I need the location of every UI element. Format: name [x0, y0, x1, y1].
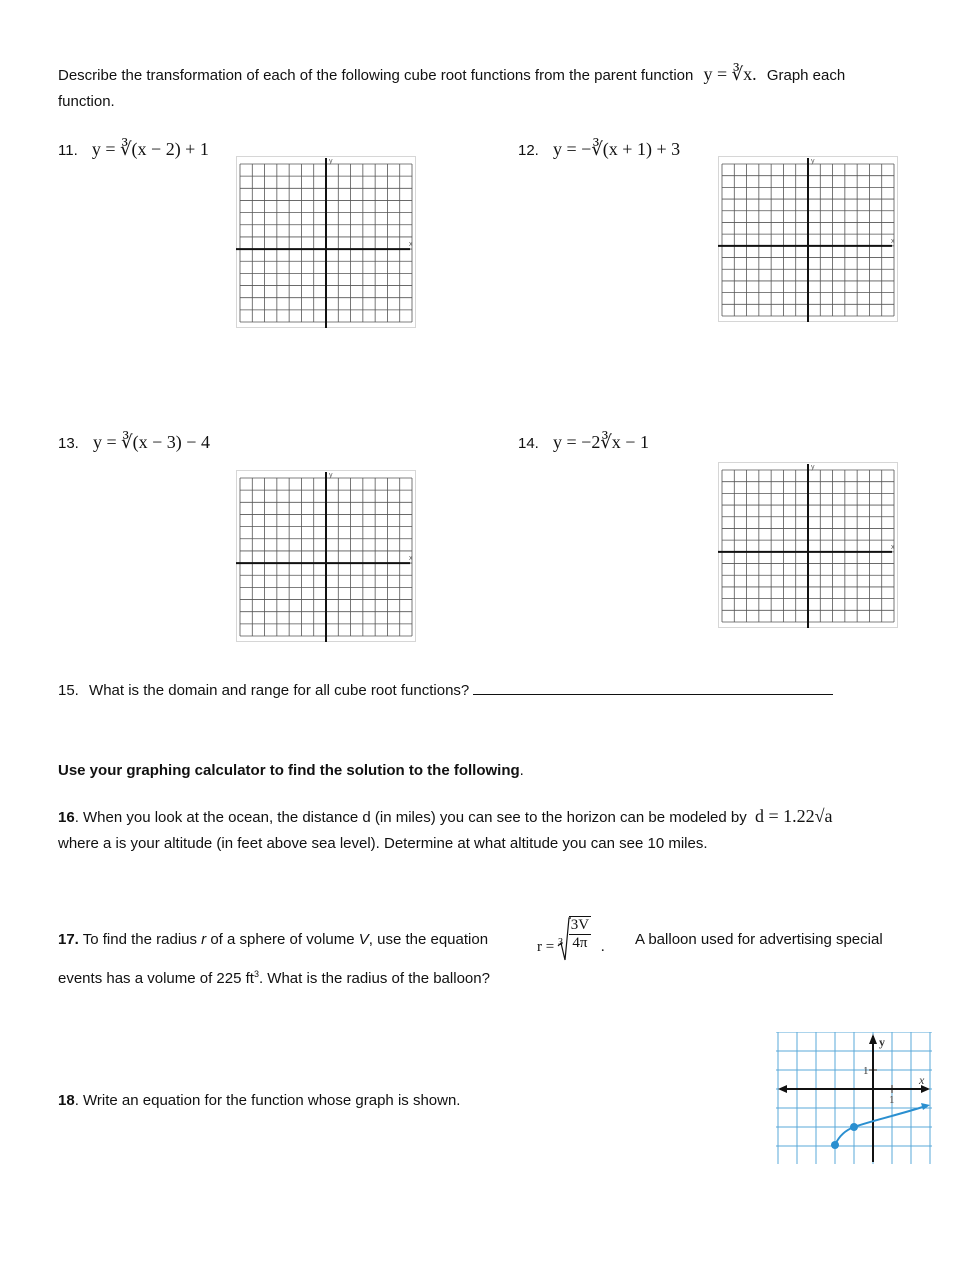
q18-curve-arrow [921, 1103, 930, 1110]
calculator-heading-text: Use your graphing calculator to find the solution to the following [58, 762, 520, 779]
x-axis-label: x [409, 241, 413, 249]
q18-curve [835, 1106, 926, 1145]
q18-y-one: 1 [863, 1065, 869, 1077]
q15-text: What is the domain and range for all cube root functions? [89, 682, 470, 699]
x-axis-label: x [409, 555, 413, 563]
q18-number: 18 [58, 1092, 75, 1109]
q18-point-second [850, 1123, 858, 1131]
q17-formula-lhs: r = [537, 939, 555, 956]
q17-formula-end: . [600, 939, 605, 956]
q18-gridlines [776, 1032, 932, 1164]
parent-function: y = ∛x. [703, 64, 757, 84]
problem-12-equation: y = −∛(x + 1) + 3 [553, 139, 681, 159]
y-axis-label: y [811, 158, 815, 165]
problem-14-equation: y = −2∛x − 1 [553, 432, 649, 452]
question-15 [58, 680, 833, 699]
calculator-heading [58, 762, 524, 779]
coordinate-grid-13[interactable] [236, 470, 416, 642]
intro-text-after: Graph each [766, 67, 846, 84]
problem-14 [518, 432, 649, 453]
coordinate-grid-12[interactable] [718, 156, 898, 322]
q16-text-line2: where a is your altitude (in feet above sea level). Determine at what altitude you can see 10 miles. [58, 835, 708, 852]
q17-text-b: of a sphere of volume [206, 931, 359, 948]
y-axis-label: y [329, 158, 333, 165]
q17-text-d: A balloon used for advertising special [635, 931, 883, 948]
intro-line1 [58, 64, 845, 85]
q18-x-label: x [919, 1073, 925, 1087]
q18-x-one: 1 [889, 1094, 895, 1106]
q15-number: 15. [58, 682, 79, 699]
problem-11-equation: y = ∛(x − 2) + 1 [91, 139, 209, 159]
q17-formula-index: 3 [557, 937, 563, 949]
q18-x-axis-left-arrow [778, 1085, 787, 1093]
q16-formula: d = 1.22√a [754, 806, 833, 826]
problem-13-equation: y = ∛(x − 3) − 4 [93, 432, 210, 452]
y-axis-label: y [329, 472, 333, 479]
q16-text-line1: . When you look at the ocean, the distance d (in miles) you can see to the horizon can be modeled by [74, 809, 747, 826]
q17-text-c: , use the equation [368, 931, 489, 948]
q17-text-a: To find the radius [78, 931, 202, 948]
problem-12 [518, 139, 680, 160]
q17-formula [537, 916, 605, 956]
calculator-heading-period: . [519, 762, 524, 779]
intro-line2: function. [58, 93, 115, 110]
problem-11 [58, 139, 209, 160]
x-axis-label: x [891, 543, 895, 551]
q17-text-line2a: events has a volume of 225 ft [58, 970, 254, 987]
coordinate-grid-14[interactable] [718, 462, 898, 628]
q18-y-axis-arrow [869, 1034, 877, 1044]
q17-var-v: V [358, 931, 369, 948]
problem-13 [58, 432, 210, 453]
problem-12-number: 12. [518, 142, 539, 159]
q18-text: . Write an equation for the function whose graph is shown. [74, 1092, 461, 1109]
q17-number: 17. [58, 931, 79, 948]
question-18 [58, 1092, 460, 1109]
coordinate-grid-11[interactable] [236, 156, 416, 328]
q17-var-r: r [201, 931, 207, 948]
problem-11-number: 11. [58, 142, 78, 159]
q17-text-line2b: . What is the radius of the balloon? [258, 970, 490, 987]
q18-function-graph [776, 1032, 932, 1164]
q18-point-start [831, 1141, 839, 1149]
question-17-line2 [58, 969, 490, 987]
x-axis-label: x [891, 237, 895, 245]
q15-answer-line[interactable] [473, 680, 833, 695]
q18-y-label: y [879, 1035, 885, 1049]
intro-text: Describe the transformation of each of the following cube root functions from the parent function [58, 67, 694, 84]
q16-number: 16 [58, 809, 75, 826]
q17-radical-sign [557, 916, 571, 962]
question-17-line1 [58, 931, 488, 948]
q17-exponent: 3 [253, 969, 259, 979]
problem-14-number: 14. [518, 435, 539, 452]
q17-denominator: 4π [572, 935, 588, 951]
q17-fraction [569, 916, 591, 952]
problem-13-number: 13. [58, 435, 79, 452]
y-axis-label: y [811, 464, 815, 471]
question-16-line1 [58, 806, 832, 827]
q17-numerator: 3V [570, 917, 590, 933]
